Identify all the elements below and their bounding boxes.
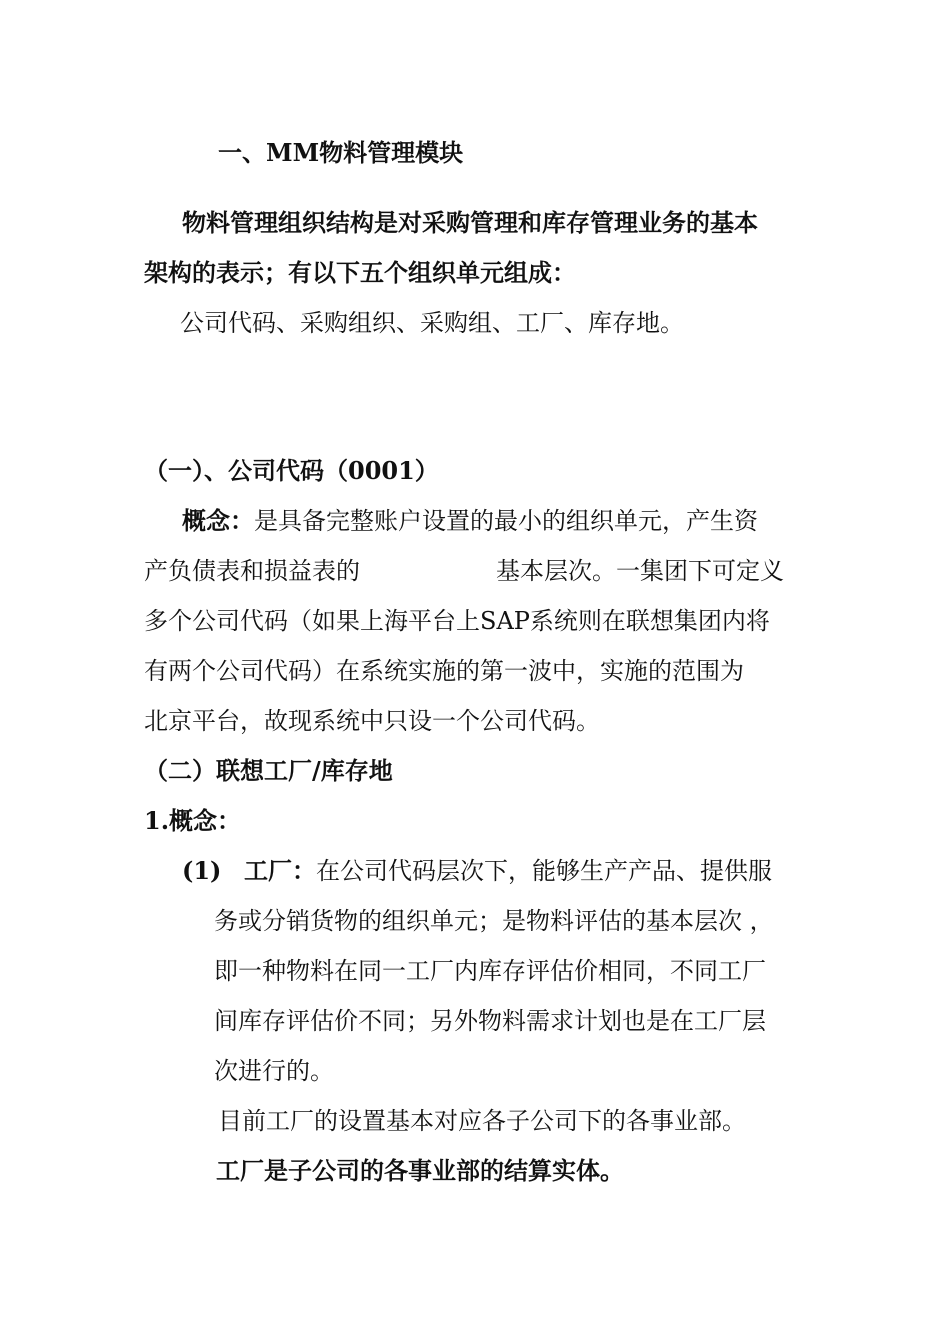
concept-label: 概念： [182, 506, 254, 535]
section-1-heading: （一）、公司代码（0001） [144, 456, 439, 485]
plant-entity-note: 工厂是子公司的各事业部的结算实体。 [216, 1156, 624, 1185]
section-1-line-2b: 基本层次。一集团下可定义 [496, 557, 784, 585]
section-1-line-3: 多个公司代码（如果上海平台上SAP系统则在联想集团内将 [144, 607, 770, 635]
item-1-line-3: 即一种物料在同一工厂内库存评估价相同，不同工厂 [214, 957, 766, 985]
section-2-heading: （二）联想工厂/库存地 [144, 756, 393, 785]
item-1-line-2: 务或分销货物的组织单元；是物料评估的基本层次 ， [214, 907, 774, 935]
plant-setup-note: 目前工厂的设置基本对应各子公司下的各事业部。 [218, 1107, 746, 1135]
intro-line-1: 物料管理组织结构是对采购管理和库存管理业务的基本 [182, 208, 758, 237]
section-1-line-1 [182, 506, 758, 536]
intro-line-2: 架构的表示；有以下五个组织单元组成： [144, 258, 576, 287]
plant-label: 工厂： [244, 856, 316, 885]
section-1-line-1-text: 是具备完整账户设置的最小的组织单元，产生资 [254, 507, 758, 535]
units-line: 公司代码、采购组织、采购组、工厂、库存地。 [180, 309, 684, 337]
item-1-line-1 [244, 856, 772, 886]
item-1-number: (1) [182, 856, 222, 885]
section-1-line-5: 北京平台，故现系统中只设一个公司代码。 [144, 707, 600, 735]
section-title: 一、MM物料管理模块 [218, 138, 464, 167]
item-1-line-4: 间库存评估价不同；另外物料需求计划也是在工厂层 [214, 1007, 766, 1035]
item-1-line-1-text: 在公司代码层次下，能够生产产品、提供服 [316, 857, 772, 885]
item-1-line-5: 次进行的。 [214, 1057, 334, 1085]
concept-heading: 1.概念： [144, 806, 242, 835]
section-1-line-4: 有两个公司代码）在系统实施的第一波中，实施的范围为 [144, 657, 744, 685]
section-1-line-2a: 产负债表和损益表的 [144, 557, 360, 585]
